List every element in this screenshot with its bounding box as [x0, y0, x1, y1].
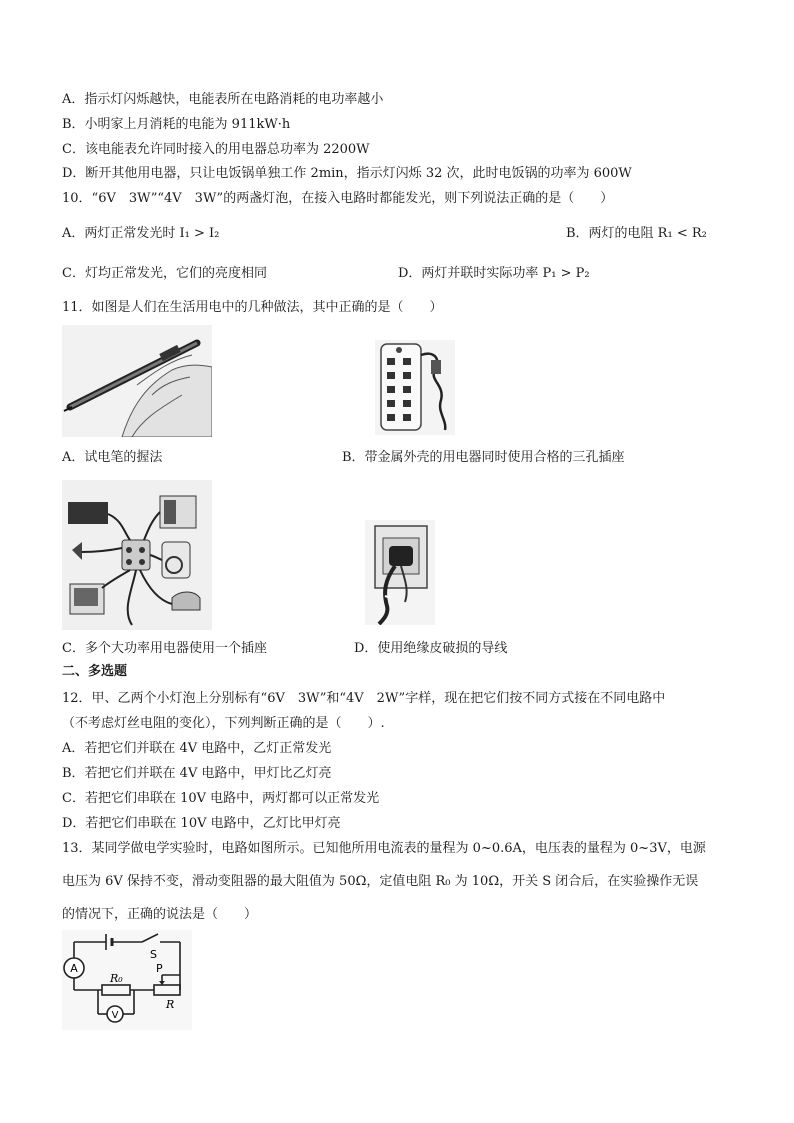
- q9-option-c: C．该电能表允许同时接入的用电器总功率为 2200W: [62, 142, 370, 157]
- q13-stem-line2: 电压为 6V 保持不变，滑动变阻器的最大阻值为 50Ω，定值电阻 R₀ 为 10Ω，开关 S 闭合后，在实验操作无误: [62, 874, 699, 889]
- rheostat-label: R: [166, 998, 175, 1011]
- q12-stem-line2: （不考虑灯丝电阻的变化），下列判断正确的是（ ）.: [62, 716, 385, 731]
- q13-stem-line1: 13．某同学做电学实验时，电路如图所示。已知他所用电流表的量程为 0~0.6A，电压表的量程为 0~3V，电源: [62, 841, 706, 856]
- q12-option-b: B．若把它们并联在 4V 电路中，甲灯比乙灯亮: [62, 766, 332, 781]
- circuit-diagram: [62, 930, 192, 1030]
- overloaded-socket-image: [62, 480, 212, 630]
- power-strip-image: [375, 340, 455, 435]
- q13-stem-line3: 的情况下，正确的说法是（ ）: [62, 907, 258, 922]
- resistor-label: R₀: [110, 972, 123, 985]
- q9-option-b: B．小明家上月消耗的电能为 911kW·h: [62, 117, 291, 132]
- q10-option-b: B．两灯的电阻 R₁ < R₂: [566, 226, 707, 241]
- section-title: 二、多选题: [62, 664, 128, 679]
- q9-option-a: A．指示灯闪烁越快，电能表所在电路消耗的电功率越小: [62, 92, 384, 107]
- q12-option-a: A．若把它们并联在 4V 电路中，乙灯正常发光: [62, 741, 332, 756]
- slider-label: P: [156, 962, 163, 975]
- q10-option-d: D．两灯并联时实际功率 P₁ > P₂: [398, 266, 590, 281]
- q12-option-d: D．若把它们串联在 10V 电路中，乙灯比甲灯亮: [62, 816, 341, 831]
- q9-option-d: D．断开其他用电器，只让电饭锅单独工作 2min，指示灯闪烁 32 次，此时电饭锅的功率为 600W: [62, 166, 632, 181]
- q10-stem: 10．“6V 3W”“4V 3W”的两盏灯泡，在接入电路时都能发光，则下列说法正确的是（ ）: [62, 191, 614, 206]
- q11-option-b: B．带金属外壳的用电器同时使用合格的三孔插座: [342, 450, 625, 465]
- q10-option-c: C．灯均正常发光，它们的亮度相同: [62, 266, 267, 281]
- q11-stem: 11．如图是人们在生活用电中的几种做法，其中正确的是（ ）: [62, 300, 443, 315]
- q10-option-a: A．两灯正常发光时 I₁ > I₂: [62, 226, 220, 241]
- ammeter-label: A: [70, 962, 78, 975]
- q12-option-c: C．若把它们串联在 10V 电路中，两灯都可以正常发光: [62, 791, 380, 806]
- voltmeter-label: V: [111, 1010, 119, 1021]
- q11-option-c: C．多个大功率用电器使用一个插座: [62, 641, 267, 656]
- test-pen-grip-image: [62, 325, 212, 437]
- q12-stem-line1: 12．甲、乙两个小灯泡上分别标有“6V 3W”和“4V 2W”字样，现在把它们按不同方式接在不同电路中: [62, 691, 666, 706]
- switch-label: S: [150, 948, 157, 961]
- q11-option-a: A．试电笔的握法: [62, 450, 163, 465]
- damaged-wire-image: [365, 520, 435, 625]
- q11-option-d: D．使用绝缘皮破损的导线: [354, 641, 508, 656]
